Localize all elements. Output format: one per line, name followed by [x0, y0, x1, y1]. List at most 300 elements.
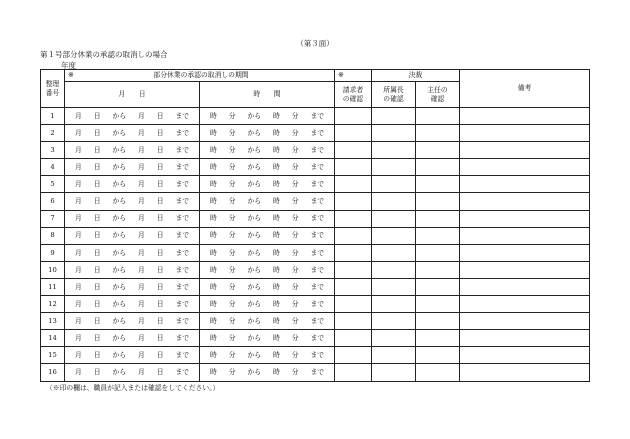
applicant-confirm-cell[interactable]: [335, 347, 372, 364]
director-confirm-cell[interactable]: [372, 347, 416, 364]
minute-label: 分: [228, 248, 236, 257]
period-header: [65, 70, 335, 82]
month-label: 月: [74, 197, 82, 206]
table-row: [41, 210, 590, 227]
table-row: [41, 330, 590, 347]
minute-label: 分: [291, 145, 299, 154]
director-confirm-cell[interactable]: [372, 108, 416, 125]
kara-label: から: [247, 180, 262, 189]
minute-label: 分: [228, 180, 236, 189]
kara-label: から: [247, 197, 262, 206]
director-confirm-cell[interactable]: [372, 125, 416, 142]
row-number: 11: [41, 278, 65, 295]
minute-label: 分: [291, 299, 299, 308]
day-label: 日: [93, 265, 101, 274]
month-label: 月: [74, 351, 82, 360]
table-row: [41, 313, 590, 330]
minute-label: 分: [291, 351, 299, 360]
kara-label: から: [112, 265, 127, 274]
hour-label: 時: [272, 351, 280, 360]
kara-label: から: [112, 351, 127, 360]
day-label: 日: [93, 248, 101, 257]
applicant-confirm-cell[interactable]: [335, 261, 372, 278]
day-label: 日: [93, 368, 101, 377]
chief-header: [416, 82, 460, 108]
hour-label: 時: [209, 214, 217, 223]
kara-label: から: [112, 180, 127, 189]
time-range-cell[interactable]: [200, 142, 335, 159]
applicant-header: [335, 82, 372, 108]
minute-label: 分: [228, 299, 236, 308]
made-label: まで: [175, 128, 190, 137]
chief-line1: 主任の: [427, 86, 448, 95]
kara-label: から: [247, 316, 262, 325]
applicant-mark: ※: [338, 71, 344, 80]
time-range-cell[interactable]: [200, 330, 335, 347]
minute-label: 分: [291, 368, 299, 377]
hour-label: 時: [209, 334, 217, 343]
hour-label: 時: [272, 145, 280, 154]
date-range-cell[interactable]: [65, 108, 200, 125]
date-range-cell[interactable]: [65, 347, 200, 364]
made-label: まで: [310, 163, 325, 172]
kara-label: から: [247, 145, 262, 154]
day-label: 日: [156, 265, 164, 274]
hour-label: 時: [272, 265, 280, 274]
remarks-cell[interactable]: [460, 313, 590, 330]
day-label: 日: [93, 316, 101, 325]
chief-confirm-cell[interactable]: [416, 193, 460, 210]
kara-label: から: [247, 282, 262, 291]
made-label: まで: [310, 145, 325, 154]
day-label: 日: [156, 368, 164, 377]
table-row: [41, 108, 590, 125]
month-label: 月: [74, 334, 82, 343]
made-label: まで: [310, 180, 325, 189]
table-row: [41, 176, 590, 193]
month-label: 月: [137, 265, 145, 274]
month-label: 月: [137, 351, 145, 360]
date-range-cell[interactable]: [65, 159, 200, 176]
table-row: [41, 159, 590, 176]
month-label: 月: [74, 180, 82, 189]
time-range-cell[interactable]: [200, 278, 335, 295]
header-row-1: [41, 70, 590, 82]
minute-label: 分: [291, 180, 299, 189]
hour-label: 時: [272, 214, 280, 223]
director-header: [372, 82, 416, 108]
applicant-confirm-cell[interactable]: [335, 296, 372, 313]
month-label: 月: [74, 128, 82, 137]
remarks-cell[interactable]: [460, 296, 590, 313]
month-label: 月: [137, 128, 145, 137]
day-label: 日: [93, 231, 101, 240]
hour-label: 時: [272, 197, 280, 206]
time-range-cell[interactable]: [200, 261, 335, 278]
month-label: 月: [137, 368, 145, 377]
director-confirm-cell[interactable]: [372, 210, 416, 227]
kara-label: から: [112, 111, 127, 120]
hour-label: 時: [272, 299, 280, 308]
date-range-cell[interactable]: [65, 364, 200, 381]
time-range-cell[interactable]: [200, 210, 335, 227]
month-label: 月: [137, 334, 145, 343]
remarks-cell[interactable]: [460, 193, 590, 210]
chief-confirm-cell[interactable]: [416, 330, 460, 347]
made-label: まで: [310, 316, 325, 325]
applicant-line2: の確認: [342, 94, 364, 103]
applicant-confirm-cell[interactable]: [335, 159, 372, 176]
remarks-header: 備考: [460, 70, 590, 108]
month-label: 月: [74, 316, 82, 325]
day-label: 日: [156, 197, 164, 206]
hour-label: 時: [209, 145, 217, 154]
kara-label: から: [112, 334, 127, 343]
chief-confirm-cell[interactable]: [416, 244, 460, 261]
date-range-cell[interactable]: [65, 142, 200, 159]
chief-confirm-cell[interactable]: [416, 108, 460, 125]
seiri-header: [41, 70, 65, 108]
hour-label: 時: [209, 351, 217, 360]
hour-label: 時: [209, 282, 217, 291]
director-confirm-cell[interactable]: [372, 193, 416, 210]
kara-label: から: [247, 248, 262, 257]
remarks-cell[interactable]: [460, 244, 590, 261]
remarks-cell[interactable]: [460, 108, 590, 125]
chief-confirm-cell[interactable]: [416, 125, 460, 142]
row-number: 14: [41, 330, 65, 347]
made-label: まで: [310, 197, 325, 206]
remarks-cell[interactable]: [460, 159, 590, 176]
time-range-cell[interactable]: [200, 176, 335, 193]
day-label: 日: [93, 299, 101, 308]
made-label: まで: [175, 180, 190, 189]
date-range-cell[interactable]: [65, 261, 200, 278]
made-label: まで: [310, 111, 325, 120]
applicant-confirm-cell[interactable]: [335, 193, 372, 210]
made-label: まで: [175, 231, 190, 240]
day-label: 日: [156, 214, 164, 223]
minute-label: 分: [228, 128, 236, 137]
row-number: 15: [41, 347, 65, 364]
month-label: 月: [74, 299, 82, 308]
period-title: 部分休業の承認の取消しの期間: [153, 71, 249, 80]
applicant-confirm-cell[interactable]: [335, 330, 372, 347]
day-label: 日: [93, 145, 101, 154]
director-confirm-cell[interactable]: [372, 313, 416, 330]
hour-label: 時: [272, 231, 280, 240]
made-label: まで: [310, 282, 325, 291]
applicant-line1: 請求者: [342, 86, 364, 95]
chief-confirm-cell[interactable]: [416, 142, 460, 159]
day-label: 日: [93, 111, 101, 120]
time-header: 時 間: [200, 82, 335, 108]
kara-label: から: [247, 163, 262, 172]
director-confirm-cell[interactable]: [372, 261, 416, 278]
minute-label: 分: [228, 334, 236, 343]
chief-confirm-cell[interactable]: [416, 227, 460, 244]
month-label: 月: [137, 163, 145, 172]
table-row: [41, 125, 590, 142]
minute-label: 分: [291, 265, 299, 274]
hour-label: 時: [209, 299, 217, 308]
minute-label: 分: [228, 214, 236, 223]
day-label: 日: [93, 214, 101, 223]
month-label: 月: [74, 265, 82, 274]
day-label: 日: [156, 316, 164, 325]
remarks-cell[interactable]: [460, 210, 590, 227]
row-number: 7: [41, 210, 65, 227]
chief-confirm-cell[interactable]: [416, 176, 460, 193]
director-confirm-cell[interactable]: [372, 176, 416, 193]
remarks-cell[interactable]: [460, 330, 590, 347]
remarks-cell[interactable]: [460, 364, 590, 381]
director-confirm-cell[interactable]: [372, 159, 416, 176]
made-label: まで: [175, 163, 190, 172]
applicant-confirm-cell[interactable]: [335, 227, 372, 244]
made-label: まで: [310, 351, 325, 360]
applicant-confirm-cell[interactable]: [335, 108, 372, 125]
chief-confirm-cell[interactable]: [416, 296, 460, 313]
table-row: [41, 244, 590, 261]
applicant-confirm-cell[interactable]: [335, 364, 372, 381]
remarks-cell[interactable]: [460, 278, 590, 295]
hour-label: 時: [209, 265, 217, 274]
table-row: [41, 347, 590, 364]
minute-label: 分: [291, 248, 299, 257]
hour-label: 時: [209, 248, 217, 257]
director-confirm-cell[interactable]: [372, 330, 416, 347]
minute-label: 分: [228, 351, 236, 360]
time-range-cell[interactable]: [200, 347, 335, 364]
minute-label: 分: [291, 334, 299, 343]
day-label: 日: [93, 334, 101, 343]
time-range-cell[interactable]: [200, 193, 335, 210]
table-row: [41, 278, 590, 295]
made-label: まで: [175, 351, 190, 360]
kara-label: から: [112, 299, 127, 308]
kara-label: から: [112, 282, 127, 291]
time-range-cell[interactable]: [200, 364, 335, 381]
hour-label: 時: [209, 197, 217, 206]
row-number: 10: [41, 261, 65, 278]
hour-label: 時: [209, 180, 217, 189]
date-range-cell[interactable]: [65, 313, 200, 330]
minute-label: 分: [291, 163, 299, 172]
day-label: 日: [156, 180, 164, 189]
kara-label: から: [247, 128, 262, 137]
day-label: 日: [93, 163, 101, 172]
kessai-header: [372, 70, 460, 82]
date-range-cell[interactable]: [65, 296, 200, 313]
kara-label: から: [112, 248, 127, 257]
time-range-cell[interactable]: [200, 227, 335, 244]
director-confirm-cell[interactable]: [372, 227, 416, 244]
minute-label: 分: [228, 368, 236, 377]
table-row: [41, 296, 590, 313]
day-label: 日: [156, 299, 164, 308]
time-range-cell[interactable]: [200, 108, 335, 125]
kessai-label: 決裁: [408, 71, 423, 80]
row-number: 13: [41, 313, 65, 330]
period-mark: ※: [68, 71, 74, 80]
made-label: まで: [310, 248, 325, 257]
date-range-cell[interactable]: [65, 193, 200, 210]
hour-label: 時: [209, 111, 217, 120]
table-row: [41, 261, 590, 278]
date-range-cell[interactable]: [65, 278, 200, 295]
made-label: まで: [175, 145, 190, 154]
minute-label: 分: [291, 214, 299, 223]
kara-label: から: [112, 163, 127, 172]
made-label: まで: [175, 197, 190, 206]
time-range-cell[interactable]: [200, 159, 335, 176]
day-label: 日: [93, 282, 101, 291]
director-confirm-cell[interactable]: [372, 364, 416, 381]
date-range-cell[interactable]: [65, 176, 200, 193]
applicant-confirm-cell[interactable]: [335, 278, 372, 295]
remarks-cell[interactable]: [460, 261, 590, 278]
day-label: 日: [93, 128, 101, 137]
hour-label: 時: [209, 316, 217, 325]
minute-label: 分: [228, 265, 236, 274]
month-label: 月: [137, 145, 145, 154]
time-range-cell[interactable]: [200, 125, 335, 142]
hour-label: 時: [272, 111, 280, 120]
applicant-confirm-cell[interactable]: [335, 142, 372, 159]
made-label: まで: [310, 299, 325, 308]
form-title: 第１号部分休業の承認の取消しの場合: [40, 50, 168, 59]
day-label: 日: [156, 351, 164, 360]
minute-label: 分: [291, 282, 299, 291]
hour-label: 時: [209, 128, 217, 137]
time-range-cell[interactable]: [200, 296, 335, 313]
day-label: 日: [156, 163, 164, 172]
chief-confirm-cell[interactable]: [416, 278, 460, 295]
day-label: 日: [156, 231, 164, 240]
remarks-cell[interactable]: [460, 125, 590, 142]
table-body: [41, 108, 590, 382]
day-label: 日: [156, 128, 164, 137]
date-range-cell[interactable]: [65, 330, 200, 347]
table-row: [41, 227, 590, 244]
director-line2: の確認: [383, 94, 404, 103]
chief-confirm-cell[interactable]: [416, 364, 460, 381]
row-number: 3: [41, 142, 65, 159]
director-confirm-cell[interactable]: [372, 244, 416, 261]
chief-confirm-cell[interactable]: [416, 347, 460, 364]
made-label: まで: [310, 214, 325, 223]
remarks-cell[interactable]: [460, 142, 590, 159]
hour-label: 時: [209, 163, 217, 172]
month-label: 月: [74, 163, 82, 172]
time-range-cell[interactable]: [200, 313, 335, 330]
made-label: まで: [310, 368, 325, 377]
kara-label: から: [247, 231, 262, 240]
seiri-line1: 整理: [45, 80, 60, 89]
kara-label: から: [112, 197, 127, 206]
chief-confirm-cell[interactable]: [416, 210, 460, 227]
applicant-confirm-cell[interactable]: [335, 313, 372, 330]
hour-label: 時: [209, 368, 217, 377]
kara-label: から: [247, 368, 262, 377]
month-label: 月: [137, 282, 145, 291]
kara-label: から: [247, 111, 262, 120]
minute-label: 分: [228, 145, 236, 154]
time-range-cell[interactable]: [200, 244, 335, 261]
applicant-confirm-cell[interactable]: [335, 210, 372, 227]
minute-label: 分: [228, 316, 236, 325]
date-range-cell[interactable]: [65, 227, 200, 244]
made-label: まで: [175, 214, 190, 223]
page-number: （第３面）: [296, 39, 334, 48]
kara-label: から: [247, 351, 262, 360]
date-range-cell[interactable]: [65, 210, 200, 227]
chief-confirm-cell[interactable]: [416, 159, 460, 176]
hour-label: 時: [272, 180, 280, 189]
minute-label: 分: [228, 163, 236, 172]
applicant-confirm-cell[interactable]: [335, 125, 372, 142]
hour-label: 時: [272, 368, 280, 377]
applicant-confirm-cell[interactable]: [335, 176, 372, 193]
chief-confirm-cell[interactable]: [416, 313, 460, 330]
year-label: 年度: [61, 61, 76, 70]
month-label: 月: [137, 316, 145, 325]
remarks-cell[interactable]: [460, 227, 590, 244]
table-row: [41, 364, 590, 381]
kara-label: から: [112, 368, 127, 377]
minute-label: 分: [228, 197, 236, 206]
day-label: 日: [156, 282, 164, 291]
minute-label: 分: [291, 128, 299, 137]
row-number: 5: [41, 176, 65, 193]
minute-label: 分: [291, 316, 299, 325]
table-row: [41, 142, 590, 159]
month-label: 月: [74, 368, 82, 377]
director-confirm-cell[interactable]: [372, 278, 416, 295]
hour-label: 時: [272, 128, 280, 137]
director-line1: 所属長: [383, 86, 404, 95]
made-label: まで: [310, 265, 325, 274]
month-label: 月: [74, 282, 82, 291]
made-label: まで: [175, 248, 190, 257]
kara-label: から: [112, 231, 127, 240]
applicant-confirm-cell[interactable]: [335, 244, 372, 261]
month-label: 月: [137, 299, 145, 308]
cancellation-table: [40, 69, 590, 382]
minute-label: 分: [228, 282, 236, 291]
director-confirm-cell[interactable]: [372, 142, 416, 159]
day-label: 日: [93, 351, 101, 360]
chief-confirm-cell[interactable]: [416, 261, 460, 278]
kara-label: から: [247, 299, 262, 308]
date-range-cell[interactable]: [65, 244, 200, 261]
table-row: [41, 193, 590, 210]
director-confirm-cell[interactable]: [372, 296, 416, 313]
month-label: 月: [74, 214, 82, 223]
date-range-cell[interactable]: [65, 125, 200, 142]
remarks-cell[interactable]: [460, 347, 590, 364]
month-label: 月: [74, 248, 82, 257]
month-label: 月: [74, 111, 82, 120]
remarks-cell[interactable]: [460, 176, 590, 193]
kara-label: から: [247, 334, 262, 343]
month-label: 月: [137, 111, 145, 120]
day-label: 日: [156, 334, 164, 343]
kara-label: から: [112, 316, 127, 325]
made-label: まで: [175, 111, 190, 120]
day-label: 日: [156, 111, 164, 120]
